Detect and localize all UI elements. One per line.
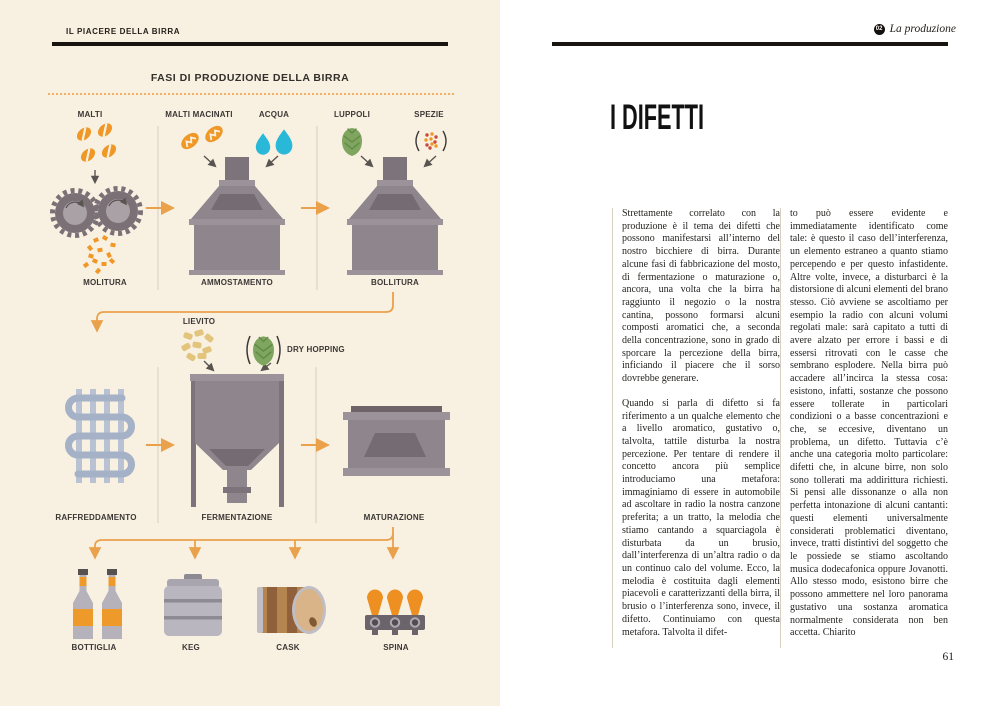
label-ammostamento: AMMOSTAMENTO bbox=[201, 278, 273, 287]
heat-exchanger-icon bbox=[69, 389, 132, 483]
paragraph-3: to può essere evidente e immediatamente identificato come tale: è questo il caso dell’interferenza, un elemento estraneo a quanto stiamo percependo e per questo infastidente. Altre volte, invece, a disturbarci è la distorsione di alcuni elementi del brano stesso. Ciò avviene se ascoltiamo per esempio la radio con alcuni volumi regolati male: sarà capitato a tutti di avere alzato per errore i bassi e di essersi ritrovati con le casse che sembrano esplodere. Nella birra può accadere all’incirca la stessa cosa: esistono, infatti, sostanze che possono essere tollerate in particolari condizioni o a basse concentrazioni e che, se eccesive, diventano un problema, un difetto. Tuttavia c’è anche una categoria molto particolare: difetti che, in alcune birre, non solo sono tollerati ma addirittura richiesti. Si pensi alle dissonanze o alla non perfetta intonazione di alcuni cantanti: questi elementi universalmente considerati problematici diventano, invece, tratti distintivi del soggetto che le possiede se stiamo ascoltando musica dodecafonica oppure Jovanotti. Allo stesso modo, esistono birre che possono ammettere nel loro panorama gustativo una sostanza aromatica normalmente considerata non ben accetta. Chiarito bbox=[790, 208, 948, 639]
cracked-grains-icon bbox=[178, 123, 226, 153]
chapter-badge: 02 bbox=[874, 24, 885, 35]
arrow-malti-macinati bbox=[204, 156, 215, 166]
grain-seeds-icon bbox=[74, 121, 118, 165]
page-title: I DIFETTI bbox=[610, 98, 705, 137]
label-bollitura: BOLLITURA bbox=[370, 278, 420, 287]
label-bottiglia: BOTTIGLIA bbox=[71, 643, 117, 652]
arrow-spezie bbox=[425, 156, 436, 166]
arrow-lievito bbox=[204, 361, 213, 370]
label-raffreddamento: RAFFREDDAMENTO bbox=[55, 513, 137, 522]
conical-fermenter-icon bbox=[190, 374, 284, 507]
label-spina: SPINA bbox=[383, 643, 409, 652]
text-column-2 bbox=[780, 208, 948, 648]
chapter-section-label: La produzione bbox=[889, 23, 956, 35]
line-to-bottiglia bbox=[95, 533, 393, 557]
water-drops-icon bbox=[256, 129, 293, 154]
tap-handles-icon bbox=[365, 590, 425, 636]
page-number: 61 bbox=[942, 651, 954, 663]
hop-cone-icon bbox=[342, 128, 362, 156]
arrow-acqua bbox=[267, 156, 278, 166]
label-luppoli: LUPPOLI bbox=[333, 110, 371, 119]
label-spezie: SPEZIE bbox=[414, 110, 444, 119]
boil-kettle-icon bbox=[347, 157, 443, 275]
label-acqua: ACQUA bbox=[258, 110, 290, 119]
steel-keg-icon bbox=[164, 574, 222, 636]
maturation-tank-icon bbox=[343, 406, 450, 476]
mash-tun-icon bbox=[189, 157, 285, 275]
label-molitura: MOLITURA bbox=[83, 278, 127, 287]
label-fermentazione: FERMENTAZIONE bbox=[201, 513, 273, 522]
flow-line-bollitura-raffreddamento bbox=[97, 292, 393, 330]
arrow-luppoli bbox=[361, 156, 372, 166]
spice-dots-icon bbox=[416, 131, 446, 151]
label-lievito: LIEVITO bbox=[182, 317, 216, 326]
label-malti: MALTI bbox=[77, 110, 103, 119]
mill-rollers-icon bbox=[53, 189, 141, 275]
crushed-grain-bits bbox=[83, 235, 116, 274]
right-page bbox=[500, 0, 1000, 706]
chapter-head bbox=[874, 23, 956, 35]
wooden-cask-icon bbox=[257, 586, 326, 634]
yeast-pellets-icon bbox=[181, 329, 215, 362]
label-dry-hopping: DRY HOPPING bbox=[287, 345, 345, 354]
header-rule-right bbox=[552, 42, 948, 46]
infographic-title: FASI DI PRODUZIONE DELLA BIRRA bbox=[150, 72, 350, 84]
text-column-1 bbox=[612, 208, 780, 648]
dry-hopping-icon bbox=[247, 336, 280, 366]
paragraph-2: Quando si parla di difetto si fa riferimento a un qualche elemento che a livello aromatico, gustativo o, talvolta, tattile disturba la nostra percezione. Per tentare di rendere il concetto ancora più semplice introduciamo una metafora: immaginiamo di essere in automobile ad ascoltare in radio la nostra canzone preferita; a un tratto, la melodia che stiamo cantando a squarciagola è disturbata da un brusio, dall’interferenza di un’altra radio o da un continuo calo del volume. Ecco, la melodia è costituita dagli elementi piacevoli e caratterizzanti della birra, il brusio o l’interferenza sono, invece, il difetto. Continuiamo con questa metafora. Talvolta il difet- bbox=[622, 397, 780, 638]
beer-bottles-icon bbox=[73, 569, 122, 639]
running-head-left: IL PIACERE DELLA BIRRA bbox=[66, 27, 181, 36]
paragraph-1: Strettamente correlato con la produzione è il tema dei difetti che possono manifestarsi all’interno del nostro bicchiere di birra. Durante alcune fasi di fabbricazione del mosto, di fermentazione o maturazione o, ancora, una volta che la birra ha raggiunto il negozio o la nostra cantina, possono formarsi alcuni composti aromatici che, a seconda della concentrazione, sono in grado di sporcare la percezione della birra, inficiando il piacere che il sorso dovrebbe generare. bbox=[622, 208, 780, 385]
label-cask: CASK bbox=[276, 643, 300, 652]
label-keg: KEG bbox=[182, 643, 200, 652]
article-text bbox=[612, 208, 948, 648]
packaging-flow-lines bbox=[95, 527, 393, 557]
label-malti-macinati: MALTI MACINATI bbox=[165, 110, 233, 119]
label-maturazione: MATURAZIONE bbox=[363, 513, 425, 522]
